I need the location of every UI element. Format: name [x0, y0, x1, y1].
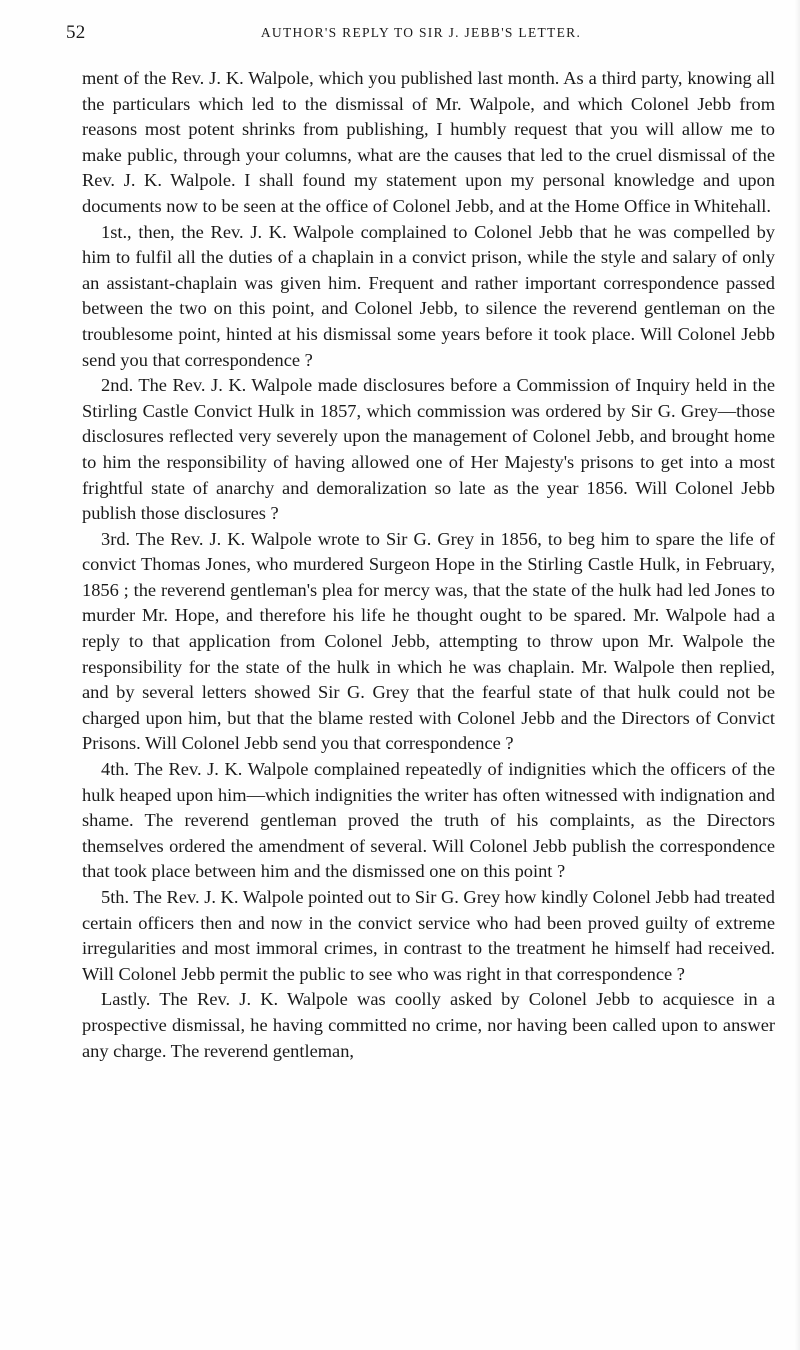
paragraph-fifth-point: 5th. The Rev. J. K. Walpole pointed out to Sir G. Grey how kindly Colonel Jebb had treated certain officers then and now in the convict service who had been proved guilty of extreme irregularities and most immoral crimes, in contrast to the treatment he himself had received. Will Colonel Jebb permit the public to see who was right in that correspondence ?	[82, 887, 775, 984]
body-text	[82, 66, 775, 1064]
paragraph-fourth-point: 4th. The Rev. J. K. Walpole complained repeatedly of indignities which the officers of the hulk heaped upon him—which indignities the writer has often witnessed with indignation and shame. The reverend gentleman proved the truth of his complaints, as the Directors themselves ordered the amendment of several. Will Colonel Jebb publish the correspondence that took place between him and the dismissed one on this point ?	[82, 759, 775, 882]
page-number: 52	[66, 22, 86, 43]
paragraph-third-point: 3rd. The Rev. J. K. Walpole wrote to Sir G. Grey in 1856, to beg him to spare the life of convict Thomas Jones, who murdered Surgeon Hope in the Stirling Castle Hulk, in February, 1856 ; the reverend gentleman's plea for mercy was, that the state of the hulk had led Jones to murder Mr. Hope, and therefore his life he thought ought to be spared. Mr. Walpole had a reply to that application from Colonel Jebb, attempting to throw upon Mr. Walpole the responsibility for the state of the hulk in which he was chaplain. Mr. Walpole then replied, and by several letters showed Sir G. Grey that the fearful state of that hulk could not be charged upon him, but that the blame rested with Colonel Jebb and the Directors of Convict Prisons. Will Colonel Jebb send you that correspondence ?	[82, 528, 775, 754]
page-edge-shadow	[794, 0, 800, 1350]
running-head: AUTHOR'S REPLY TO SIR J. JEBB'S LETTER.	[260, 25, 582, 40]
paragraph-lastly: Lastly. The Rev. J. K. Walpole was coolly asked by Colonel Jebb to acquiesce in a prospective dismissal, he having committed no crime, nor having been called upon to answer any charge. The reverend gentleman,	[82, 989, 775, 1061]
paragraph-first-point: 1st., then, the Rev. J. K. Walpole complained to Colonel Jebb that he was compelled by him to fulfil all the duties of a chaplain in a convict prison, while the style and salary of only an assistant-chaplain was given him. Frequent and rather important correspondence passed between the two on this point, and Colonel Jebb, to silence the reverend gentleman on the troublesome point, hinted at his dismissal some years before it took place. Will Colonel Jebb send you that correspondence ?	[82, 221, 775, 370]
paragraph-continuation: ment of the Rev. J. K. Walpole, which you published last month. As a third party, knowing all the particulars which led to the dismissal of Mr. Walpole, and which Colonel Jebb from reasons most potent shrinks from publishing, I humbly request that you will allow me to make public, through your columns, what are the causes that led to the cruel dismissal of the Rev. J. K. Walpole. I shall found my statement upon my personal knowledge and upon documents now to be seen at the office of Colonel Jebb, and at the Home Office in Whitehall.	[82, 68, 775, 216]
page-header	[66, 22, 776, 48]
paragraph-second-point: 2nd. The Rev. J. K. Walpole made disclosures before a Commission of Inquiry held in the Stirling Castle Convict Hulk in 1857, which commission was ordered by Sir G. Grey—those disclosures reflected very severely upon the management of Colonel Jebb, and brought home to him the responsibility of having allowed one of Her Majesty's prisons to get into a most frightful state of anarchy and demoralization so late as the year 1856. Will Colonel Jebb publish those disclosures ?	[82, 375, 775, 524]
